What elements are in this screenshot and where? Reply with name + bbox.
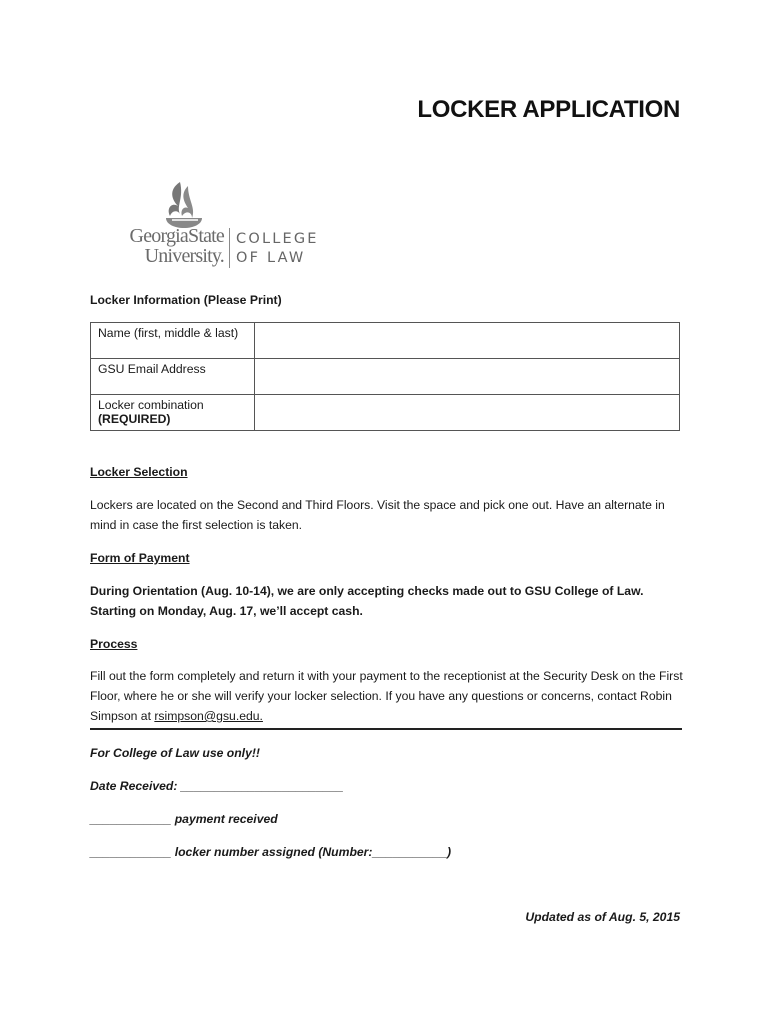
college-line2: OF LAW — [236, 250, 306, 266]
combination-label-text: Locker combination — [98, 398, 204, 412]
gsu-law-logo — [92, 180, 319, 275]
logo-divider — [229, 228, 230, 268]
college-line1: COLLEGE — [236, 231, 319, 247]
college-wordmark — [236, 230, 319, 268]
flame-icon — [158, 180, 206, 230]
name-label-text: Name (first, middle & last) — [98, 326, 239, 340]
payment-heading: Form of Payment — [90, 551, 190, 565]
table-row — [91, 395, 680, 431]
locker-info-table — [90, 322, 680, 431]
payment-text — [90, 581, 710, 621]
locker-selection-text: Lockers are located on the Second and Third Floors. Visit the space and pick one out. Have an alternate in mind in case the first selection is taken. — [90, 498, 665, 532]
payment-line1: During Orientation (Aug. 10-14), we are only accepting checks made out to GSU College of Law. — [90, 584, 644, 598]
required-note: (REQUIRED) — [98, 412, 171, 426]
university-line1: GeorgiaState — [129, 225, 224, 247]
combination-label — [91, 395, 255, 431]
process-text — [90, 666, 690, 726]
name-label — [91, 323, 255, 359]
table-row — [91, 359, 680, 395]
locker-selection-heading: Locker Selection — [90, 465, 188, 479]
payment-received-line: ____________ payment received — [90, 812, 278, 826]
page-title: LOCKER APPLICATION — [417, 96, 680, 123]
locker-assigned-line: ____________ locker number assigned (Number:___________) — [90, 845, 452, 859]
email-label — [91, 359, 255, 395]
university-line2: University. — [144, 245, 224, 267]
email-label-text: GSU Email Address — [98, 362, 206, 376]
process-body: Fill out the form completely and return it with your payment to the receptionist at the Security Desk on the First Floor, where he or she will verify your locker selection. If you have any questions or concerns, contact Robin Simpson at — [90, 669, 683, 723]
combination-field[interactable] — [255, 395, 680, 431]
locker-info-heading: Locker Information (Please Print) — [90, 293, 282, 307]
contact-email-link[interactable]: rsimpson@gsu.edu. — [154, 709, 263, 723]
university-wordmark — [92, 226, 224, 266]
email-field[interactable] — [255, 359, 680, 395]
payment-line2: Starting on Monday, Aug. 17, we’ll accept cash. — [90, 604, 363, 618]
process-heading: Process — [90, 637, 138, 651]
table-row — [91, 323, 680, 359]
name-field[interactable] — [255, 323, 680, 359]
divider — [90, 728, 682, 730]
date-received-line: Date Received: ________________________ — [90, 779, 344, 793]
office-use-heading: For College of Law use only!! — [90, 746, 260, 760]
updated-note: Updated as of Aug. 5, 2015 — [525, 910, 680, 924]
